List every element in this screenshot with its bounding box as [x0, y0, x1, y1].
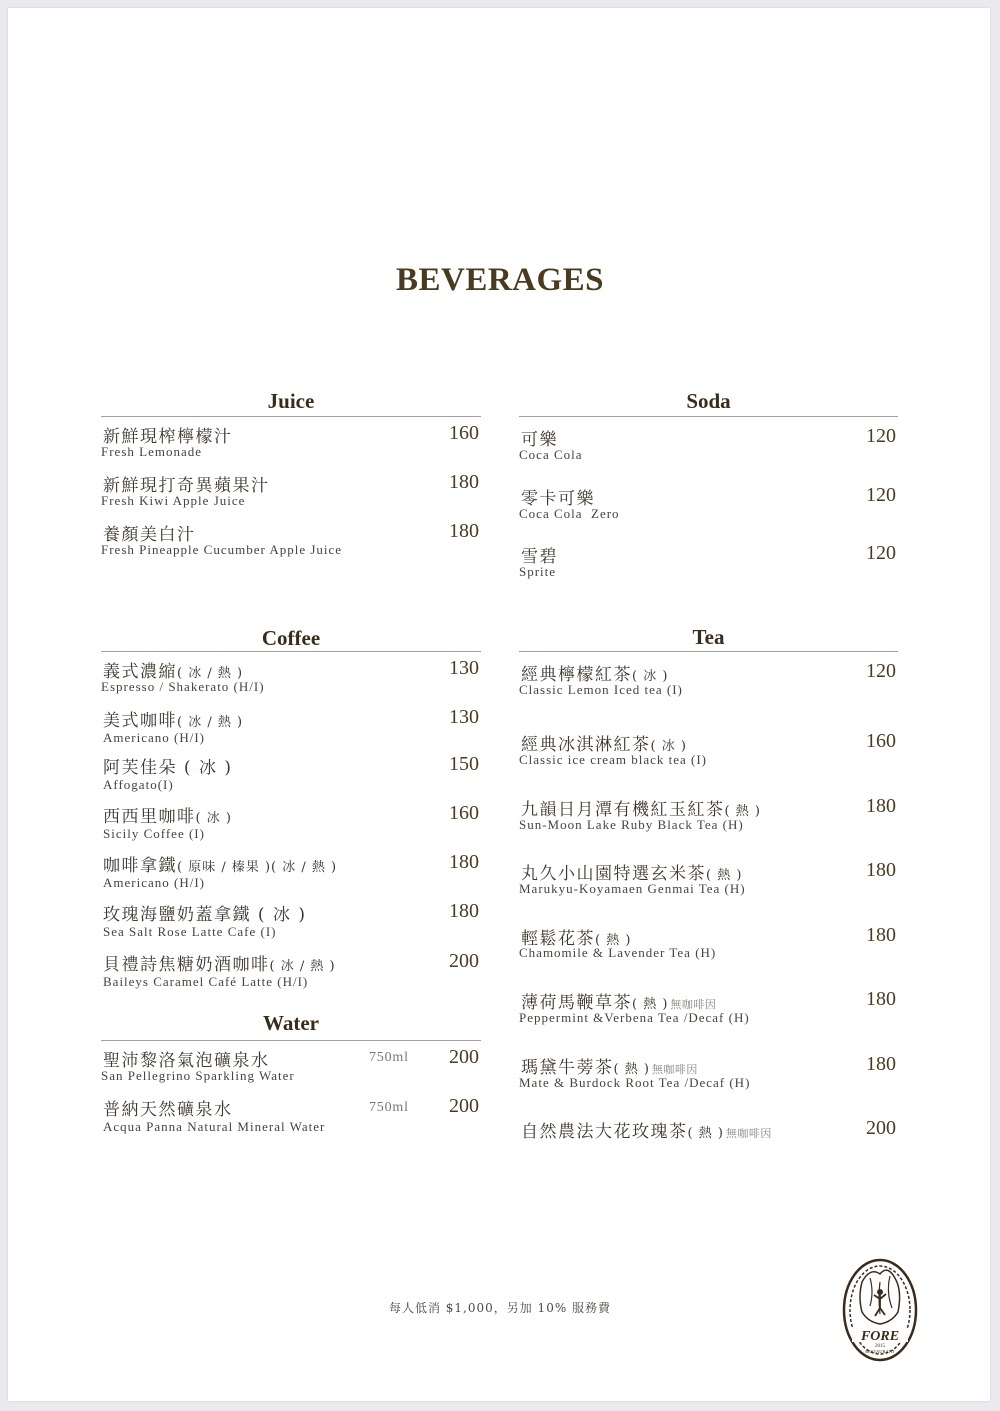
logo-year: 2015 [875, 1344, 885, 1349]
item-name-en: Classic ice cream black tea (I) [519, 752, 707, 767]
item-option: ( 冰 / 熱 ) [177, 715, 244, 730]
item-option: ( 熱 ) [595, 933, 632, 948]
item-name-main: 美式咖啡 [103, 711, 177, 731]
item-name-zh: 玫瑰海鹽奶蓋拿鐵 ( 冰 ) [103, 905, 307, 925]
menu-item [519, 1117, 898, 1147]
page-title: BEVERAGES [395, 262, 605, 298]
item-price: 180 [866, 859, 896, 881]
item-name-en: Baileys Caramel Café Latte (H/I) [103, 974, 309, 989]
item-name-en: Sicily Coffee (I) [103, 826, 205, 841]
menu-item [101, 520, 481, 560]
menu-page [8, 8, 990, 1401]
item-option: ( 冰 ) [195, 811, 232, 826]
item-name-zh: 聖沛黎洛氣泡礦泉水 [103, 1051, 270, 1071]
item-name-zh [103, 851, 337, 876]
item-option: ( 冰 / 熱 ) [269, 959, 336, 974]
item-name-en: Coca Cola [519, 447, 583, 462]
section-divider [519, 416, 898, 417]
item-name-en: Mate & Burdock Root Tea /Decaf (H) [519, 1075, 751, 1090]
item-option: ( 熱 ) [706, 868, 743, 883]
item-price: 200 [449, 950, 479, 972]
item-option: ( 冰 ) [632, 669, 669, 684]
item-size: 750ml [369, 1050, 409, 1065]
menu-item [101, 657, 481, 697]
menu-item [519, 660, 898, 700]
section-title-water: Water [263, 1011, 319, 1035]
item-price: 160 [866, 730, 896, 752]
menu-item [101, 471, 481, 511]
menu-item [519, 988, 898, 1028]
item-name-en: Americano (H/I) [103, 875, 205, 890]
item-name-zh [103, 950, 336, 975]
item-price: 180 [449, 520, 479, 542]
logo-text: FORE [860, 1329, 900, 1344]
item-name-zh [103, 706, 243, 731]
item-name-en: Classic Lemon Iced tea (I) [519, 682, 683, 697]
item-name-en: San Pellegrino Sparkling Water [101, 1068, 295, 1083]
section-title-juice: Juice [267, 389, 315, 413]
menu-item [519, 1053, 898, 1093]
item-price: 200 [866, 1117, 896, 1139]
item-name-en: Sea Salt Rose Latte Cafe (I) [103, 924, 277, 939]
item-name-en: Fresh Kiwi Apple Juice [101, 493, 246, 508]
item-name-en: Fresh Lemonade [101, 444, 203, 459]
menu-item [101, 1046, 481, 1086]
section-divider [101, 651, 481, 652]
section-title-tea: Tea [692, 625, 725, 649]
menu-item [519, 425, 898, 465]
item-name-main: 經典檸檬紅茶 [521, 665, 632, 685]
item-name-en: Marukyu-Koyamaen Genmai Tea (H) [519, 881, 746, 896]
item-name-zh: 可樂 [521, 430, 558, 450]
item-price: 120 [866, 542, 896, 564]
item-price: 130 [449, 706, 479, 728]
item-name-en: Peppermint &Verbena Tea /Decaf (H) [519, 1010, 750, 1025]
item-price: 180 [449, 900, 479, 922]
item-price: 130 [449, 657, 479, 679]
menu-item [519, 795, 898, 835]
item-price: 150 [449, 753, 479, 775]
item-option: ( 熱 ) [687, 1126, 724, 1141]
menu-item [101, 422, 481, 462]
item-price: 160 [449, 422, 479, 444]
item-option: ( 熱 ) [632, 997, 669, 1012]
item-name-en: Coca Cola Zero [519, 506, 620, 521]
item-name-zh: 新鮮現榨檸檬汁 [103, 427, 233, 447]
item-price: 200 [449, 1046, 479, 1068]
item-name-zh [521, 1117, 772, 1142]
item-name-main: 輕鬆花茶 [521, 929, 595, 949]
menu-item [101, 706, 481, 746]
item-name-zh: 普納天然礦泉水 [103, 1100, 233, 1120]
decaf-label: 無咖啡因 [670, 998, 717, 1011]
decaf-label: 無咖啡因 [725, 1127, 772, 1140]
section-divider [101, 416, 481, 417]
menu-item [519, 859, 898, 899]
menu-item [101, 950, 481, 990]
item-price: 160 [449, 802, 479, 824]
item-name-zh: 阿芙佳朵 ( 冰 ) [103, 758, 233, 778]
menu-item [101, 851, 481, 891]
item-option: ( 原味 / 榛果 )( 冰 / 熱 ) [177, 860, 338, 875]
item-name-en: Acqua Panna Natural Mineral Water [103, 1119, 326, 1134]
menu-item [101, 1095, 481, 1135]
item-price: 180 [449, 851, 479, 873]
item-name-zh: 新鮮現打奇異蘋果汁 [103, 476, 270, 496]
item-name-en: Affogato(I) [103, 777, 174, 792]
item-price: 180 [866, 988, 896, 1010]
item-name-zh: 零卡可樂 [521, 489, 595, 509]
menu-item [519, 542, 898, 582]
item-price: 180 [866, 924, 896, 946]
menu-item [101, 900, 481, 940]
item-name-zh: 養顏美白汁 [103, 525, 196, 545]
menu-item [519, 484, 898, 524]
item-name-en: Espresso / Shakerato (H/I) [101, 679, 265, 694]
item-name-main: 自然農法大花玫瑰茶 [521, 1122, 688, 1142]
item-price: 120 [866, 484, 896, 506]
menu-item [519, 924, 898, 964]
item-option: ( 熱 ) [613, 1062, 650, 1077]
item-option: ( 冰 / 熱 ) [177, 666, 244, 681]
item-option: ( 熱 ) [724, 804, 761, 819]
menu-item [519, 730, 898, 770]
section-divider [101, 1040, 481, 1041]
section-divider [519, 651, 898, 652]
section-title-soda: Soda [686, 389, 731, 413]
item-name-en: Sun-Moon Lake Ruby Black Tea (H) [519, 817, 744, 832]
item-name-main: 貝禮詩焦糖奶酒咖啡 [103, 955, 270, 975]
item-name-main: 咖啡拿鐵 [103, 856, 177, 876]
logo-subtitle: RESTAURANT [865, 1349, 895, 1354]
menu-item [101, 753, 481, 793]
item-name-main: 薄荷馬鞭草茶 [521, 993, 632, 1013]
item-price: 180 [866, 1053, 896, 1075]
item-name-en: Americano (H/I) [103, 730, 205, 745]
item-name-zh [103, 802, 232, 827]
section-title-coffee: Coffee [261, 626, 321, 650]
item-price: 180 [866, 795, 896, 817]
item-price: 120 [866, 660, 896, 682]
menu-item [101, 802, 481, 842]
item-name-main: 西西里咖啡 [103, 807, 196, 827]
item-size: 750ml [369, 1100, 409, 1115]
fore-restaurant-logo-icon [840, 1252, 920, 1364]
item-name-main: 丸久小山園特選玄米茶 [521, 864, 706, 884]
item-name-en: Sprite [519, 564, 557, 579]
decaf-label: 無咖啡因 [651, 1063, 698, 1076]
item-price: 120 [866, 425, 896, 447]
item-option: ( 冰 ) [650, 739, 687, 754]
item-price: 200 [449, 1095, 479, 1117]
item-name-main: 九韻日月潭有機紅玉紅茶 [521, 800, 725, 820]
item-name-en: Fresh Pineapple Cucumber Apple Juice [101, 542, 343, 557]
item-name-en: Chamomile & Lavender Tea (H) [519, 945, 717, 960]
item-price: 180 [449, 471, 479, 493]
minimum-charge-note: 每人低消 $1,000，另加 10% 服務費 [388, 1301, 612, 1315]
item-name-zh: 雪碧 [521, 547, 558, 567]
item-name-main: 瑪黛牛蒡茶 [521, 1058, 614, 1078]
item-name-main: 義式濃縮 [103, 662, 177, 682]
item-name-main: 經典冰淇淋紅茶 [521, 735, 651, 755]
